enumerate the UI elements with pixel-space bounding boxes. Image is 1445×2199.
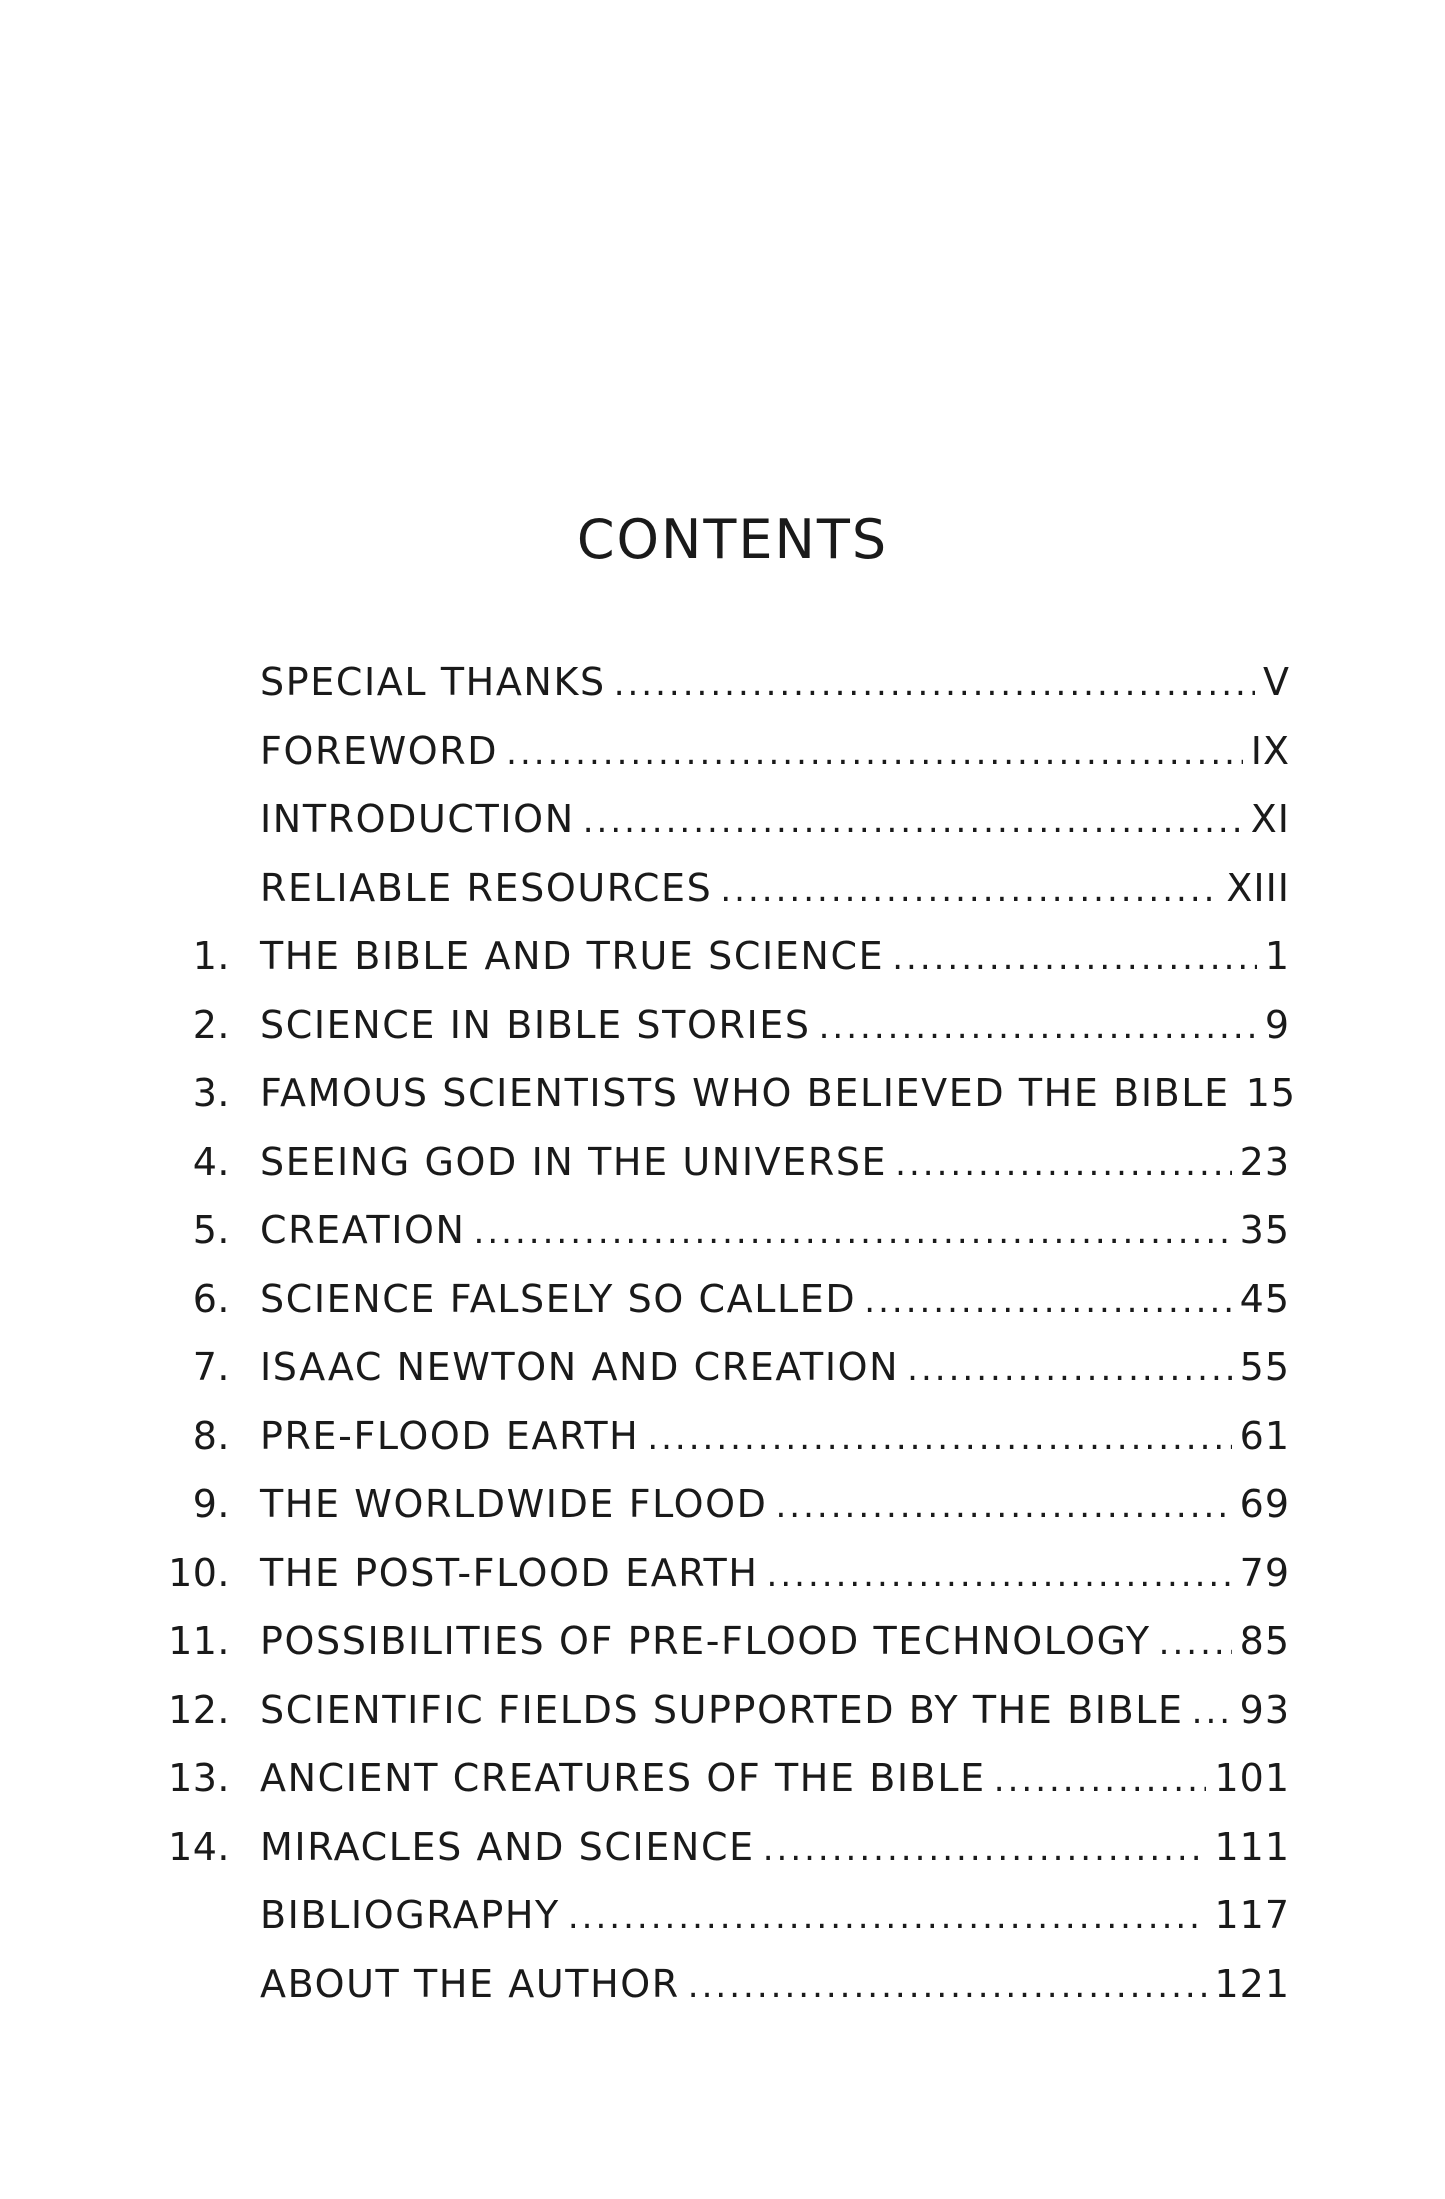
page-number: 101 (1214, 1756, 1290, 1800)
entry-title: ISAAC NEWTON AND CREATION (260, 1345, 900, 1389)
entry-title: FOREWORD (260, 728, 499, 773)
entry-title: ABOUT THE AUTHOR (260, 1961, 680, 2006)
entry-title: ANCIENT CREATURES OF THE BIBLE (260, 1756, 986, 1800)
page-number: 111 (1214, 1824, 1290, 1869)
page-number: 121 (1214, 1961, 1290, 2006)
entry-title: CREATION (260, 1208, 466, 1252)
entry-title: THE POST-FLOOD EARTH (260, 1550, 759, 1595)
toc-entry (160, 1607, 1290, 1676)
entry-title: SCIENCE FALSELY SO CALLED (260, 1276, 857, 1321)
dot-leader (614, 650, 1255, 718)
page-number: 15 (1245, 1071, 1297, 1115)
page-number: XI (1250, 797, 1290, 841)
chapter-number: 12. (168, 1687, 230, 1732)
toc-entry (160, 648, 1290, 717)
dot-leader (583, 787, 1243, 855)
dot-leader (647, 1404, 1231, 1472)
entry-title: BIBLIOGRAPHY (260, 1893, 560, 1937)
toc-entry (160, 1744, 1290, 1813)
chapter-number: 10. (168, 1550, 230, 1595)
toc-entry (160, 1128, 1290, 1197)
toc-entry (160, 991, 1290, 1060)
toc-entry (160, 1539, 1290, 1608)
toc-entry (160, 1059, 1297, 1128)
toc-entry (160, 1470, 1290, 1539)
toc-entry (160, 922, 1290, 991)
chapter-number: 7. (192, 1345, 230, 1389)
entry-title: THE BIBLE AND TRUE SCIENCE (260, 934, 885, 978)
dot-leader (763, 1815, 1207, 1883)
page-number: 117 (1214, 1893, 1290, 1937)
chapter-number: 8. (192, 1413, 230, 1458)
chapter-number: 1. (192, 934, 230, 978)
entry-title: SEEING GOD IN THE UNIVERSE (260, 1139, 888, 1184)
chapter-number: 9. (192, 1482, 230, 1526)
toc-entry (160, 1881, 1290, 1950)
entry-title: POSSIBILITIES OF PRE-FLOOD TECHNOLOGY (260, 1619, 1151, 1663)
chapter-number: 14. (168, 1824, 230, 1869)
toc-entry (160, 1333, 1290, 1402)
entry-title: SCIENCE IN BIBLE STORIES (260, 1002, 811, 1047)
toc-entry (160, 854, 1290, 923)
page-number: 1 (1264, 934, 1290, 978)
toc-entry (160, 785, 1290, 854)
page-number: 23 (1239, 1139, 1290, 1184)
page-number: 69 (1239, 1482, 1290, 1526)
page-number: 79 (1239, 1550, 1290, 1595)
page-number: IX (1250, 728, 1290, 773)
page-number: 9 (1264, 1002, 1290, 1047)
toc-entry (160, 1813, 1290, 1882)
dot-leader (907, 1335, 1231, 1403)
page-number: XIII (1226, 865, 1290, 910)
page-number: 55 (1239, 1345, 1290, 1389)
chapter-number: 2. (192, 1002, 230, 1047)
dot-leader (1159, 1609, 1232, 1677)
page-number: 45 (1239, 1276, 1290, 1321)
chapter-number: 11. (168, 1619, 230, 1663)
dot-leader (506, 719, 1243, 787)
dot-leader (895, 1130, 1231, 1198)
toc-entry (160, 717, 1290, 786)
page-title: CONTENTS (576, 508, 889, 571)
toc-entry (160, 1676, 1290, 1745)
dot-leader (767, 1541, 1232, 1609)
page-number: 61 (1239, 1413, 1290, 1458)
entry-title: RELIABLE RESOURCES (260, 865, 713, 910)
chapter-number: 6. (192, 1276, 230, 1321)
dot-leader (1192, 1678, 1232, 1746)
dot-leader (994, 1746, 1207, 1814)
chapter-number: 4. (192, 1139, 230, 1184)
entry-title: MIRACLES AND SCIENCE (260, 1824, 755, 1869)
entry-title: SCIENTIFIC FIELDS SUPPORTED BY THE BIBLE (260, 1687, 1184, 1732)
dot-leader (688, 1952, 1207, 2020)
chapter-number: 13. (168, 1756, 230, 1800)
toc-entry (160, 1950, 1290, 2019)
dot-leader (568, 1883, 1207, 1951)
toc-entry (160, 1196, 1290, 1265)
dot-leader (864, 1267, 1231, 1335)
page-number: 93 (1239, 1687, 1290, 1732)
page-number: V (1263, 660, 1290, 704)
dot-leader (819, 993, 1257, 1061)
page-number: 85 (1239, 1619, 1290, 1663)
entry-title: INTRODUCTION (260, 797, 575, 841)
table-of-contents (160, 648, 1297, 2018)
entry-title: FAMOUS SCIENTISTS WHO BELIEVED THE BIBLE (260, 1071, 1230, 1115)
dot-leader (775, 1472, 1231, 1540)
chapter-number: 3. (192, 1071, 230, 1115)
toc-entry (160, 1265, 1290, 1334)
toc-entry (160, 1402, 1290, 1471)
entry-title: THE WORLDWIDE FLOOD (260, 1482, 768, 1526)
dot-leader (720, 856, 1218, 924)
entry-title: PRE-FLOOD EARTH (260, 1413, 640, 1458)
entry-title: SPECIAL THANKS (260, 660, 606, 704)
dot-leader (474, 1198, 1232, 1266)
chapter-number: 5. (192, 1208, 230, 1252)
page-number: 35 (1239, 1208, 1290, 1252)
dot-leader (892, 924, 1257, 992)
